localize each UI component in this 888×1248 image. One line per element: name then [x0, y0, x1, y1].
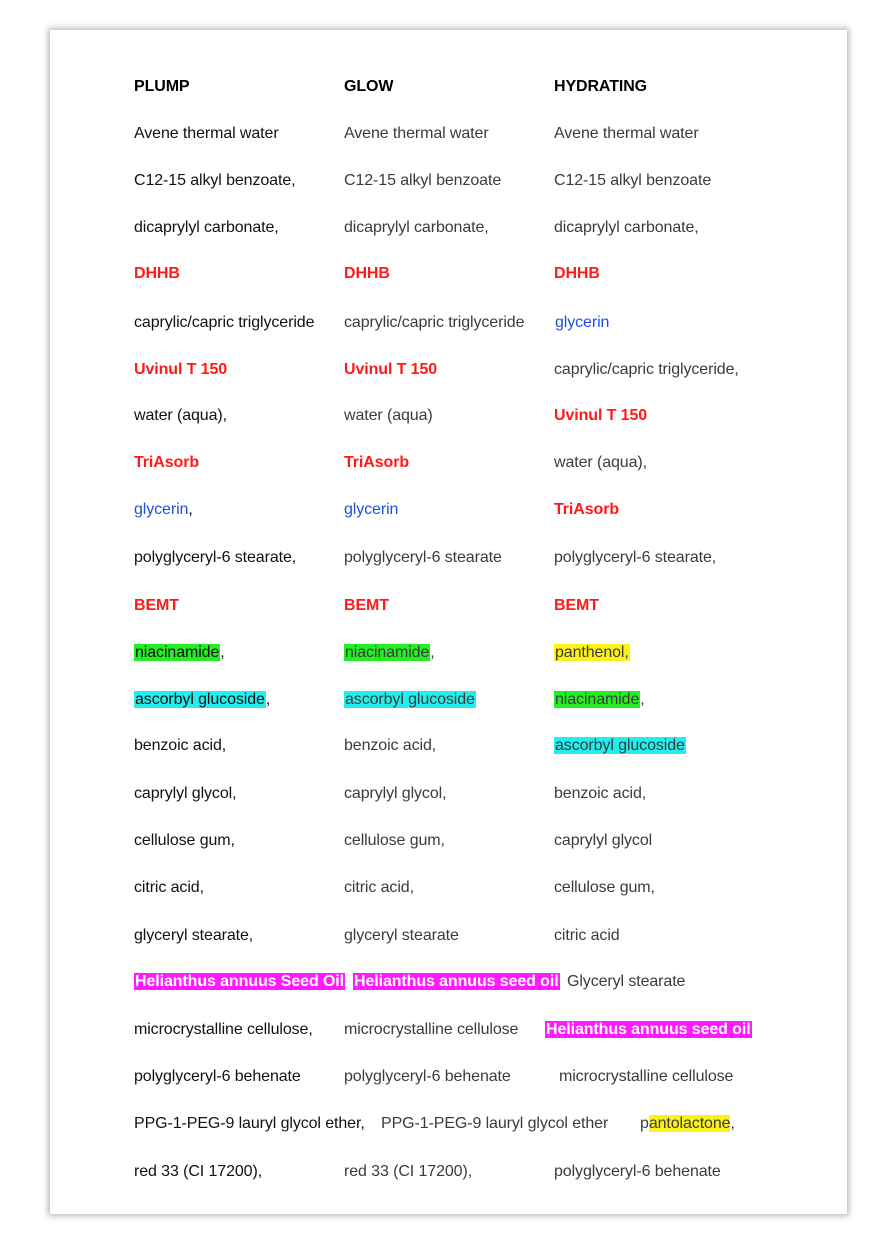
- ingredient-cell: C12-15 alkyl benzoate: [554, 172, 712, 189]
- header-row: [50, 75, 847, 105]
- ingredient-cell: glyceryl stearate,: [134, 927, 254, 944]
- ingredient-cell: caprylic/capric triglyceride,: [554, 361, 739, 378]
- ascorbyl-glucoside-highlight: ascorbyl glucoside: [135, 691, 265, 708]
- comma: ,: [188, 501, 193, 518]
- uv-filter-cell: TriAsorb: [134, 454, 199, 471]
- uv-filter-cell: Uvinul T 150: [134, 361, 228, 378]
- ingredient-row: [50, 546, 847, 576]
- ingredient-cell: cellulose gum,: [554, 879, 655, 896]
- ingredient-cell: red 33 (CI 17200),: [344, 1163, 473, 1180]
- uv-filter-cell: Uvinul T 150: [344, 361, 438, 378]
- ingredient-cell: red 33 (CI 17200),: [134, 1163, 263, 1180]
- ingredient-cell: [344, 688, 476, 712]
- ingredient-cell: Avene thermal water: [344, 125, 489, 142]
- uv-filter-cell: TriAsorb: [344, 454, 409, 471]
- comma: ,: [430, 644, 435, 661]
- uv-filter-cell: Uvinul T 150: [554, 407, 648, 424]
- ingredient-cell: [134, 688, 270, 712]
- ingredient-cell: water (aqua),: [554, 454, 647, 471]
- ingredient-cell: cellulose gum,: [344, 832, 445, 849]
- ingredient-cell: caprylyl glycol: [554, 832, 653, 849]
- ingredient-cell: dicaprylyl carbonate,: [134, 219, 279, 236]
- uv-filter-cell: BEMT: [134, 597, 179, 614]
- pantolactone-highlight: antolactone: [648, 1115, 731, 1132]
- uv-filter-cell: TriAsorb: [554, 501, 619, 518]
- ingredient-row: [50, 734, 847, 764]
- ingredient-row: [50, 1065, 847, 1095]
- ingredient-cell: caprylic/capric triglyceride: [134, 314, 315, 331]
- column-header-plump: PLUMP: [134, 78, 190, 95]
- ingredient-cell: [640, 1112, 735, 1136]
- ingredient-cell: benzoic acid,: [134, 737, 227, 754]
- uv-filter-cell: DHHB: [344, 265, 390, 282]
- ingredient-cell: [554, 641, 630, 665]
- ingredient-row: [50, 358, 847, 388]
- ingredient-cell: [554, 688, 645, 712]
- ingredient-cell: polyglyceryl-6 stearate,: [134, 549, 297, 566]
- ingredient-row: [50, 1018, 847, 1048]
- ingredient-row: [50, 1112, 847, 1142]
- ingredient-cell: [554, 734, 686, 758]
- uv-filter-cell: DHHB: [554, 265, 600, 282]
- column-header-glow: GLOW: [344, 78, 394, 95]
- ingredient-cell: citric acid,: [344, 879, 414, 896]
- ingredient-cell: [353, 970, 560, 994]
- niacinamide-highlight: niacinamide: [135, 644, 220, 661]
- uv-filter-cell: BEMT: [554, 597, 599, 614]
- ingredient-row: [50, 688, 847, 718]
- ingredient-row: [50, 970, 847, 1000]
- ingredient-cell: PPG-1-PEG-9 lauryl glycol ether,: [134, 1115, 365, 1132]
- ascorbyl-glucoside-highlight: ascorbyl glucoside: [345, 691, 475, 708]
- ingredient-cell: benzoic acid,: [554, 785, 647, 802]
- ingredient-cell: microcrystalline cellulose,: [134, 1021, 313, 1038]
- document-page: [50, 30, 847, 1214]
- ingredient-cell: PPG-1-PEG-9 lauryl glycol ether: [381, 1115, 609, 1132]
- ingredient-row: [50, 311, 847, 341]
- ingredient-row: [50, 594, 847, 624]
- ingredient-cell: [344, 641, 435, 665]
- ingredient-cell: microcrystalline cellulose: [559, 1068, 734, 1085]
- ingredient-cell: dicaprylyl carbonate,: [344, 219, 489, 236]
- ingredient-cell: dicaprylyl carbonate,: [554, 219, 699, 236]
- uv-filter-cell: DHHB: [134, 265, 180, 282]
- ingredient-cell: C12-15 alkyl benzoate,: [134, 172, 296, 189]
- ingredient-cell: caprylic/capric triglyceride: [344, 314, 525, 331]
- ingredient-cell: [134, 498, 193, 522]
- ingredient-cell: polyglyceryl-6 stearate: [344, 549, 502, 566]
- ingredient-row: [50, 498, 847, 528]
- glycerin-cell: glycerin: [344, 501, 399, 518]
- niacinamide-highlight: niacinamide: [555, 691, 640, 708]
- ingredient-cell: citric acid: [554, 927, 620, 944]
- ingredient-cell: Glyceryl stearate: [567, 973, 686, 990]
- ingredient-row: [50, 169, 847, 199]
- ingredient-cell: caprylyl glycol,: [344, 785, 447, 802]
- ingredient-row: [50, 641, 847, 671]
- ingredient-cell: [545, 1018, 752, 1042]
- niacinamide-highlight: niacinamide: [345, 644, 430, 661]
- ingredient-cell: polyglyceryl-6 behenate: [344, 1068, 511, 1085]
- ingredient-cell: polyglyceryl-6 stearate,: [554, 549, 717, 566]
- text-fragment: p: [640, 1115, 649, 1132]
- ingredient-row: [50, 451, 847, 481]
- ingredient-cell: Avene thermal water: [134, 125, 279, 142]
- column-header-hydrating: HYDRATING: [554, 78, 648, 95]
- ingredient-row: [50, 829, 847, 859]
- ingredient-cell: polyglyceryl-6 behenate: [554, 1163, 721, 1180]
- ingredient-row: [50, 1160, 847, 1190]
- glycerin-text: glycerin: [134, 501, 189, 518]
- ingredient-row: [50, 924, 847, 954]
- ingredient-cell: water (aqua),: [134, 407, 227, 424]
- helianthus-oil-highlight: Helianthus annuus seed oil: [546, 1021, 751, 1038]
- ingredient-row: [50, 122, 847, 152]
- ingredient-cell: caprylyl glycol,: [134, 785, 237, 802]
- ingredient-row: [50, 782, 847, 812]
- uv-filter-cell: BEMT: [344, 597, 389, 614]
- ingredient-cell: microcrystalline cellulose: [344, 1021, 519, 1038]
- ingredient-cell: water (aqua): [344, 407, 433, 424]
- comma: ,: [220, 644, 225, 661]
- comma: ,: [640, 691, 645, 708]
- ingredient-cell: benzoic acid,: [344, 737, 437, 754]
- panthenol-highlight: panthenol,: [555, 644, 629, 661]
- helianthus-oil-highlight: Helianthus annuus seed oil: [354, 973, 559, 990]
- helianthus-oil-highlight: Helianthus annuus Seed Oil: [135, 973, 344, 990]
- ingredient-cell: polyglyceryl-6 behenate: [134, 1068, 301, 1085]
- ingredient-row: [50, 262, 847, 292]
- ingredient-cell: C12-15 alkyl benzoate: [344, 172, 502, 189]
- ingredient-cell: glyceryl stearate: [344, 927, 459, 944]
- glycerin-cell: glycerin: [555, 314, 610, 331]
- ingredient-cell: [134, 970, 345, 994]
- ingredient-cell: Avene thermal water: [554, 125, 699, 142]
- ingredient-cell: [134, 641, 225, 665]
- comma: ,: [730, 1115, 735, 1132]
- ingredient-cell: citric acid,: [134, 879, 204, 896]
- ingredient-cell: cellulose gum,: [134, 832, 235, 849]
- ingredient-row: [50, 876, 847, 906]
- ascorbyl-glucoside-highlight: ascorbyl glucoside: [555, 737, 685, 754]
- ingredient-row: [50, 216, 847, 246]
- comma: ,: [265, 691, 271, 708]
- ingredient-row: [50, 404, 847, 434]
